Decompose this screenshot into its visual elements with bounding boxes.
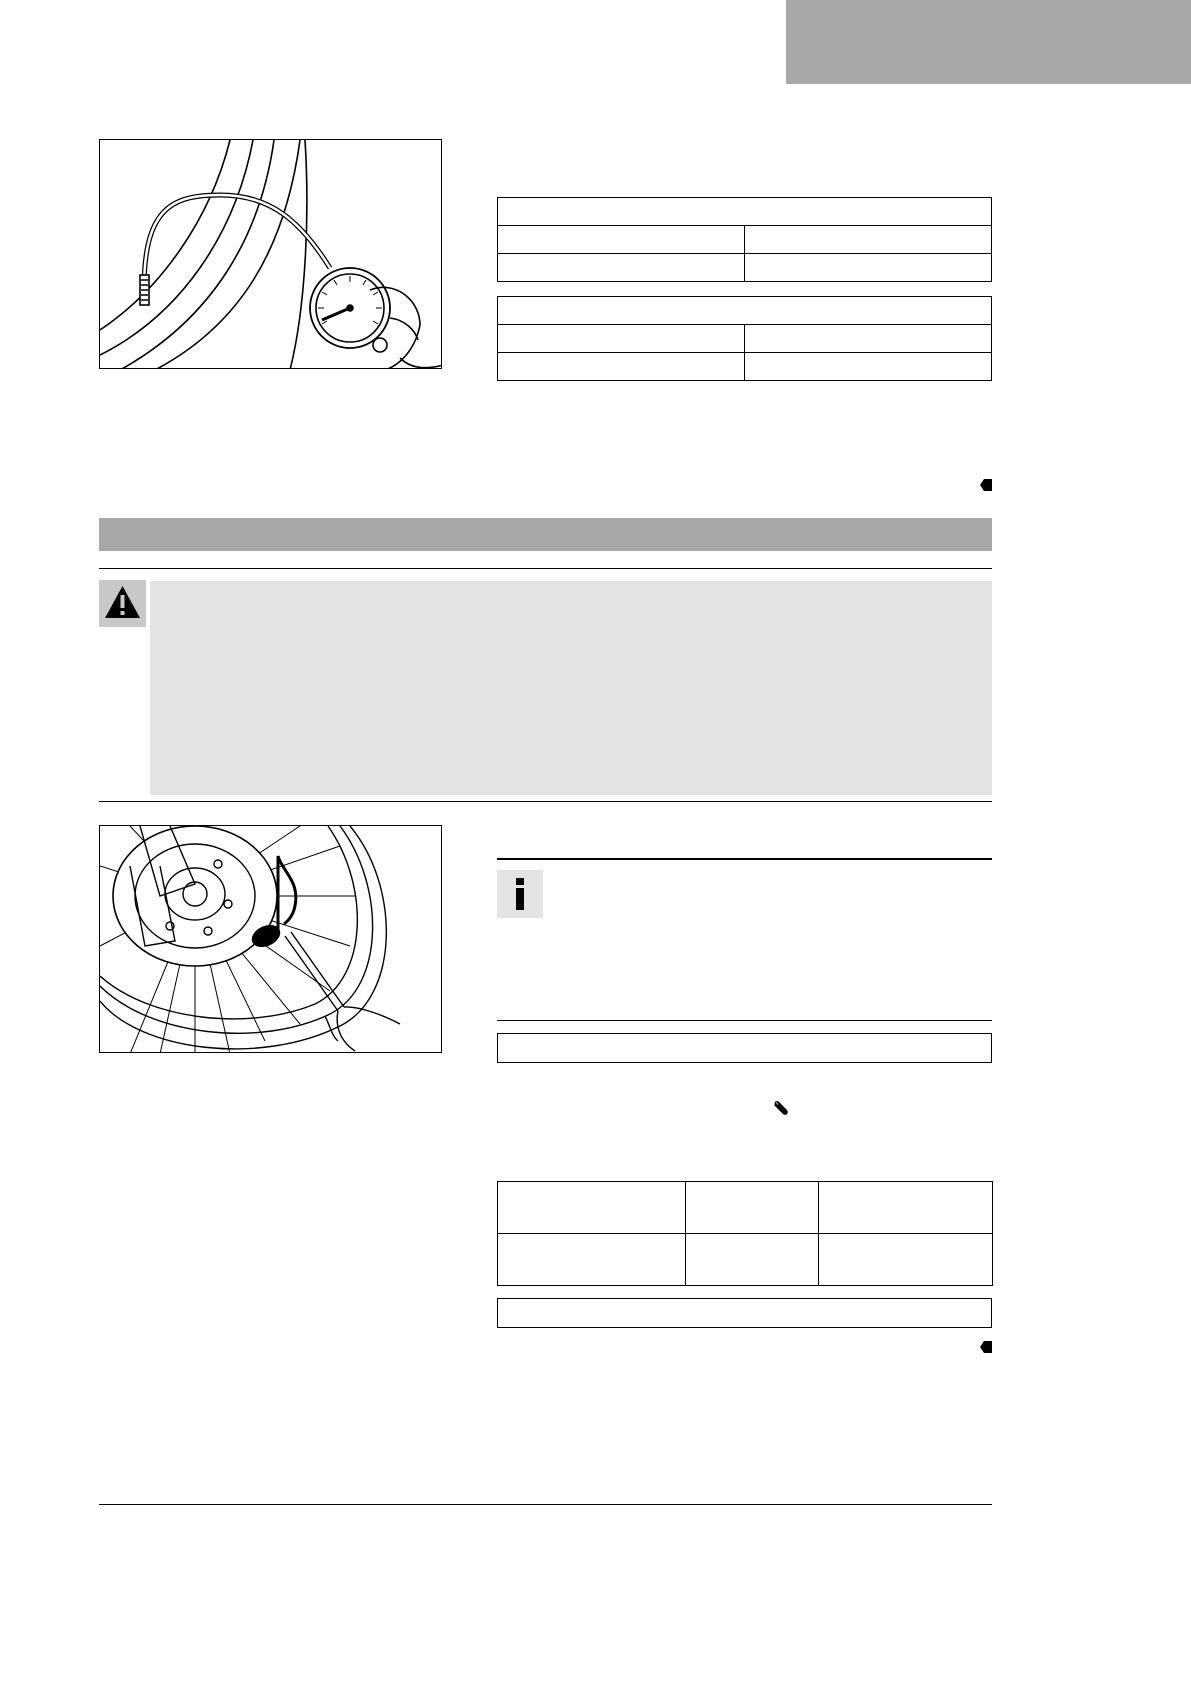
info-text (560, 870, 980, 1010)
table-cell (498, 353, 745, 381)
spec-table-2 (497, 296, 992, 381)
info-top-rule (497, 858, 992, 860)
brake-disc-noise-illustration (99, 825, 442, 1053)
table-cell (819, 1234, 993, 1286)
warning-bottom-rule (99, 801, 992, 802)
section-heading (99, 518, 992, 551)
table-cell (686, 1182, 819, 1234)
table-cell (498, 325, 745, 353)
spec-bar-2 (497, 1298, 992, 1328)
warning-triangle-icon (99, 580, 146, 627)
spec-bar-1 (497, 1033, 992, 1063)
wrench-icon (773, 1100, 789, 1116)
chapter-tab (786, 0, 1191, 84)
table-cell (498, 254, 745, 282)
info-icon (497, 870, 543, 918)
table-cell (686, 1234, 819, 1286)
warning-top-rule (99, 568, 992, 569)
table-cell (745, 226, 992, 254)
warning-icon-box (99, 580, 146, 627)
spec-table-1 (497, 197, 992, 282)
warning-panel (150, 581, 992, 795)
table-cell (745, 353, 992, 381)
table-cell (745, 254, 992, 282)
info-bottom-rule (497, 1020, 992, 1021)
tire-pressure-gauge-illustration (99, 139, 442, 369)
torque-table (497, 1181, 993, 1286)
table-title-row (498, 297, 992, 325)
section-end-marker-icon (980, 1341, 992, 1353)
table-cell (498, 226, 745, 254)
footer-rule (99, 1504, 992, 1505)
info-icon-box (497, 870, 543, 918)
table-cell (498, 1182, 686, 1234)
table-cell (745, 325, 992, 353)
table-cell (498, 1234, 686, 1286)
section-end-marker-icon (980, 479, 992, 491)
table-title-row (498, 198, 992, 226)
table-cell (819, 1182, 993, 1234)
